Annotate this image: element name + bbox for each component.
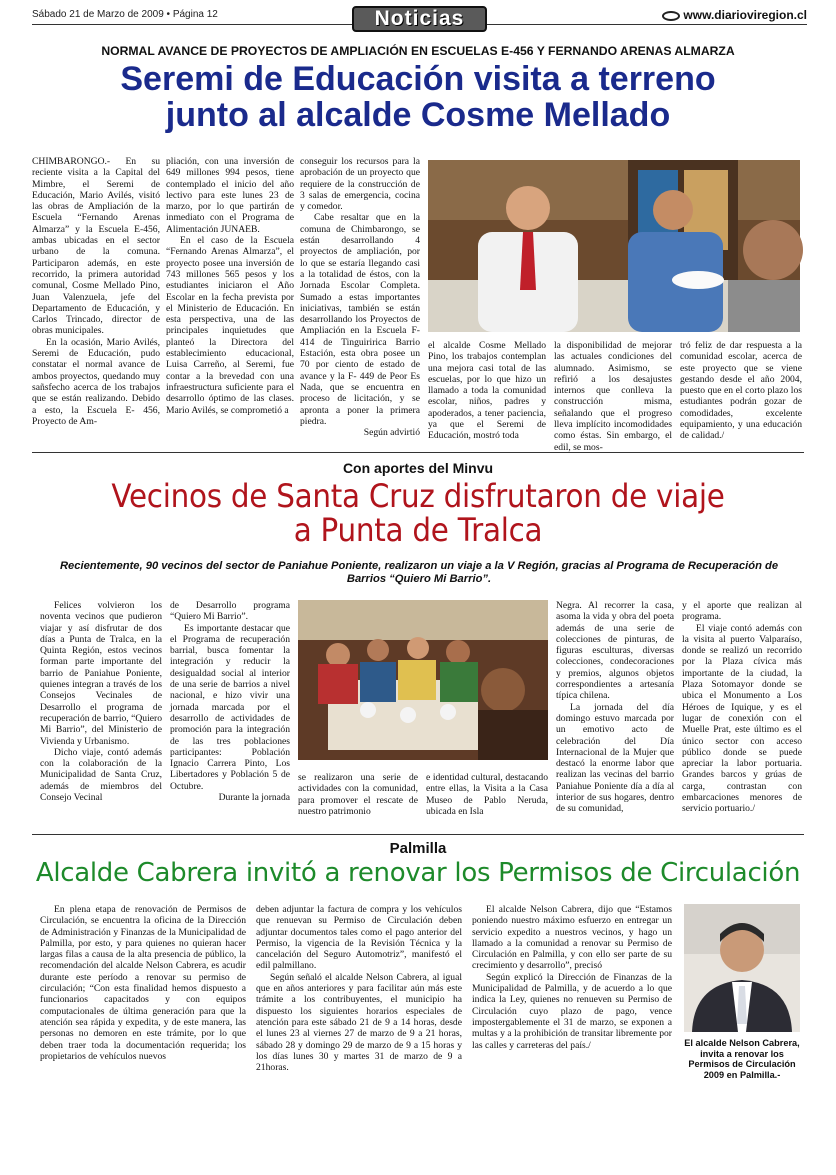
article1-col3-p1: conseguir los recursos para la aprobación de un proyecto que requiere de la construcción de 3 salas de emergencia, cocina y comedor. xyxy=(300,156,420,213)
article2-col6 xyxy=(682,600,802,828)
article1-col3 xyxy=(300,156,420,446)
article1-col4 xyxy=(428,340,546,446)
article2-col1 xyxy=(40,600,162,828)
article2-headline-line1: Vecinos de Santa Cruz disfrutaron de viaje xyxy=(111,477,725,515)
article3-col2-p2: Según señaló el alcalde Nelson Cabrera, al igual que en años anteriores y para facilitar aún más este trámite a los contribuyentes, el municipio ha dispuesto los siguientes horarios especiales de atención para este sábado 21 de 9 a 14 horas, desde el lunes 23 al viernes 27 de marzo de 9 a 21 horas, sábado 28 y domingo 29 de marzo de 9 a 15 horas y los días lunes 30 y martes 31 de marzo de 9 a 21horas. xyxy=(256,971,462,1074)
article2-col6-p2: El viaje contó además con la visita al puerto Valparaíso, donde se realizó un recorrido por la Plaza cívica más importante de la ciudad, la Plaza Sotomayor donde se ubica el Monumento a Los Héroes de Iquique, y es el lugar de conexión con el Muelle Prat, este último es el único sector con acceso público donde se puede apreciar la labor portuaria. Grandes barcos y grúas de carga, contrastan con embarcaciones menores de servicio portuario./ xyxy=(682,622,802,815)
article1-col4-p1: el alcalde Cosme Mellado Pino, los trabajos contemplan una mejora casi total de las escuelas, por lo que hizo un llamado a toda la comunidad escolar, niños, padres y apoderados, a tener paciencia, ya que el Seremi de Educación, mostró toda xyxy=(428,340,546,442)
article2-headline xyxy=(63,477,773,549)
article1-col2 xyxy=(166,156,294,446)
article2-col2-p1: de Desarrollo programa “Quiero Mi Barrio”. xyxy=(170,600,290,623)
mayor-portrait-illustration xyxy=(684,904,800,1032)
article1-headline-line2: junto al alcalde Cosme Mellado xyxy=(165,95,671,134)
article1-col5 xyxy=(554,340,672,453)
article3-kicker: Palmilla xyxy=(389,840,447,857)
article2-col2-p3: Durante la jornada xyxy=(218,792,290,804)
article1-col2-p2: En el caso de la Escuela “Fernando Arenas Almarza”, el proyecto posee una inversión de 743 millones 565 pesos y los estudiantes iniciaron el Año Escolar en la fecha prevista por el Ministerio de Educación. En esta perspectiva, una de las principales inquietudes que planteó la Directora del establecimiento educacional, Luisa Carreño, al Seremi, fue contar a la brevedad con una infraestructura suficiente para el desarrollo óptimo de las clases. Mario Avilés, se comprometió a xyxy=(166,235,294,416)
article1-headline xyxy=(32,62,804,133)
article2-col3 xyxy=(298,772,418,830)
article1-headline-line1: Seremi de Educación visita a terreno xyxy=(120,60,716,98)
article1-col1-p2: En la ocasión, Mario Avilés, Seremi de Educación, pudo constatar el normal avance de ambos proyectos, quedando muy sañsfecho acerca de los trabajos que se están realizando. Debido a esto, la Escuela E- 456, Proyecto de Am- xyxy=(32,336,160,427)
article3-headline: Alcalde Cabrera invitó a renovar los Permisos de Circulación xyxy=(35,858,801,888)
article2-photo xyxy=(298,600,548,760)
article1-col3-p2: Cabe resaltar que en la comuna de Chimbarongo, se están desarrollando 4 proyectos de ampliación, por lo que se estaría llegando casi a la totalidad de éstos, con la Jornada Escolar Completa. Sumado a estas importantes iniciativas, también se están desarrollando los Proyectos de Ampliación en la Escuela F-414 de Tinguiririca Barrio Estación, esta obra posee un 70 por ciento de estado de avance y la F- 449 de Peor Es Nada, que se encuentra en proceso de licitación, y se apronta a poner la primera piedra. xyxy=(300,212,420,427)
article2-col4-p1: e identidad cultural, destacando entre ellas, la Visita a la Casa Museo de Pablo Neruda, ubicada en Isla xyxy=(426,772,548,817)
article2-col5-p1: Negra. Al recorrer la casa, asoma la vida y obra del poeta además de una serie de colecciones de pinturas, de figuras esculturas, diversas colecciones, condecoraciones y premios, algunos objetos correspondientes a artesanía típica chilena. xyxy=(556,600,674,702)
article3-col3 xyxy=(472,904,672,1124)
article2-kicker: Con aportes del Minvu xyxy=(342,460,494,476)
article2-subhead: Recientemente, 90 vecinos del sector de Paniahue Poniente, realizaron un viaje a la V Región, gracias al Programa de Recuperación de Barrios “Quiero Mi Barrio”. xyxy=(59,560,779,585)
article2-col6-p1: y el aporte que realizan al programa. xyxy=(682,600,802,623)
site-url xyxy=(662,8,807,22)
article3-col1 xyxy=(40,904,246,1124)
article3-col3-p1: El alcalde Nelson Cabrera, dijo que “Estamos poniendo nuestro máximo esfuerzo en entregar un servicio expedito a nuestros vecinos, y hago un llamado a la comunidad a renovar su Permiso de Circulación en Palmilla, y con ello ser parte de su crecimiento y desarrollo”, precisó xyxy=(472,904,672,972)
site-url-text: www.diarioviregion.cl xyxy=(683,8,807,22)
divider-1 xyxy=(32,452,804,453)
article3-col3-p2: Según explicó la Dirección de Finanzas de la Municipalidad de Palmilla, y de acuerdo a lo que indica la Ley, quienes no renueven su Permiso de Circulación cuyo plazo de pago, vence impostergablemente el 31 de marzo, se exponen a multas y a la prohibición de transitar libremente por las calles y carreteras del país./ xyxy=(472,971,672,1051)
page-header xyxy=(32,6,807,40)
page-date: Sábado 21 de Marzo de 2009 • Página 12 xyxy=(32,9,218,20)
divider-2 xyxy=(32,834,804,835)
article2-col2-p2: Es importante destacar que el Programa de recuperación barrial, busca fomentar la integración y reducir la desigualdad social al interior de una serie de barrios a nivel nacional, e hizo vivir una jornada marcada por el desarrollo de actividades de promoción para la integración de las tres poblaciones participantes: Población Ignacio Carrera Pinto, Los Libertadores y Población 5 de Octubre. xyxy=(170,622,290,792)
article2-col4 xyxy=(426,772,548,830)
article1-photo xyxy=(428,160,800,332)
article1-kicker: NORMAL AVANCE DE PROYECTOS DE AMPLIACIÓN EN ESCUELAS E-456 Y FERNANDO ARENAS ALMARZA xyxy=(101,44,735,58)
site-logo-icon xyxy=(662,11,680,21)
article1-col1 xyxy=(32,156,160,446)
article2-col5-p2: La jornada del día domingo estuvo marcada por un emotivo acto de celebración del Día Internacional de la Mujer que destacó la enorme labor que realizan las vecinas del barrio Paniahue Poniente día a día al interior de sus hogares, dentro de su comunidad, xyxy=(556,701,674,815)
article2-col5 xyxy=(556,600,674,828)
section-logo: Noticias xyxy=(352,6,487,32)
article2-col1-p2: Dicho viaje, contó además con la colaboración de la Municipalidad de Santa Cruz, además de miembros del Consejo Vecinal xyxy=(40,746,162,804)
article2-col2 xyxy=(170,600,290,828)
article3-col2 xyxy=(256,904,462,1124)
article1-col2-p1: pliación, con una inversión de 649 millones 994 pesos, tiene contemplado el inicio del año lectivo para este lunes 23 de marzo, por lo que partirán de inmediato con el Programa de Alimentación JUNAEB. xyxy=(166,156,294,235)
article1-col6-p1: tró feliz de dar respuesta a la comunidad escolar, acerca de este proyecto que se viene gestando desde el año 2004, puesto que en el corto plazo los estudiantes podrán gozar de comodidades, excelente equipamiento, y una educación de calidad./ xyxy=(680,340,802,442)
article3-col2-p1: deben adjuntar la factura de compra y los vehículos que renuevan su Permiso de Circulación deben adjuntar documentos tales como el pago anterior del Permiso, la vigencia de la Revisión Técnica y la cancelación del Seguro Automotriz”, manifestó el edil palmillano. xyxy=(256,904,462,972)
gathering-photo-illustration xyxy=(298,600,548,760)
article1-col6 xyxy=(680,340,802,446)
article1-col5-p1: la disponibilidad de mejorar las actuales condiciones del alumnado. Asimismo, se refirió a los desajustes internos que conlleva la construcción misma, señalando que el progreso lleva implícito incomodidades como éstas. Sin embargo, el edil, se mos- xyxy=(554,340,672,453)
article2-col3-p1: se realizaron una serie de actividades con la comunidad, para promover el rescate de nuestro patrimonio xyxy=(298,772,418,817)
article1-col1-p1: CHIMBARONGO.- En su reciente visita a la Capital del Mimbre, el Seremi de Educación, Mario Avilés, visitó las obras de Ampliación de la Escuela “Fernando Arenas Almarza” y la Escuela E-456, ambas ubicadas en el sector urbano de la comuna. Participaron además, en este recorrido, la primera autoridad comunal, Cosme Mellado Pino, Juan Valenzuela, jefe del Departamento de Educación, y Carlos Trincado, director de obras municipales. xyxy=(32,156,160,337)
meeting-photo-illustration xyxy=(428,160,800,332)
article3-photo xyxy=(684,904,800,1032)
article3-caption: El alcalde Nelson Cabrera, invita a renovar los Permisos de Circulación 2009 en Palmilla.- xyxy=(684,1038,800,1080)
article2-col1-p1: Felices volvieron los noventa vecinos que pudieron viajar y así disfrutar de dos días a Punta de Tralca, en la Quinta Región, estos vecinos forman parte importante del barrio de Paniahue Poniente, quienes integran a través de los Consejos Vecinales de Desarrollo el programa de recuperación de barrio, “Quiero Mi Barrio”, del Ministerio de Vivienda y Urbanismo. xyxy=(40,600,162,747)
article1-col3-p3: Según advirtió xyxy=(363,427,420,439)
article2-headline-line2: a Punta de Tralca xyxy=(293,510,543,549)
article3-col1-p1: En plena etapa de renovación de Permisos de Circulación, se encuentra la oficina de la Dirección de Administración y Finanzas de la Municipalidad de Palmilla, por esto, y para quienes no quieran hacer largas filas a causa de la alta presencia de público, la recomendación del alcalde Nelson Cabrera, es acudir durante este período a renovar su permiso de circulación; “Con esta finalidad hemos dispuesto a funcionarios capacitados y con equipos computacionales de última generación para que la atención sea rápida y expedita, y de este manera, las personas no demoren en este trámite, por lo que deben traer toda la documentación requerida; los propietarios de vehículos nuevos xyxy=(40,904,246,1062)
